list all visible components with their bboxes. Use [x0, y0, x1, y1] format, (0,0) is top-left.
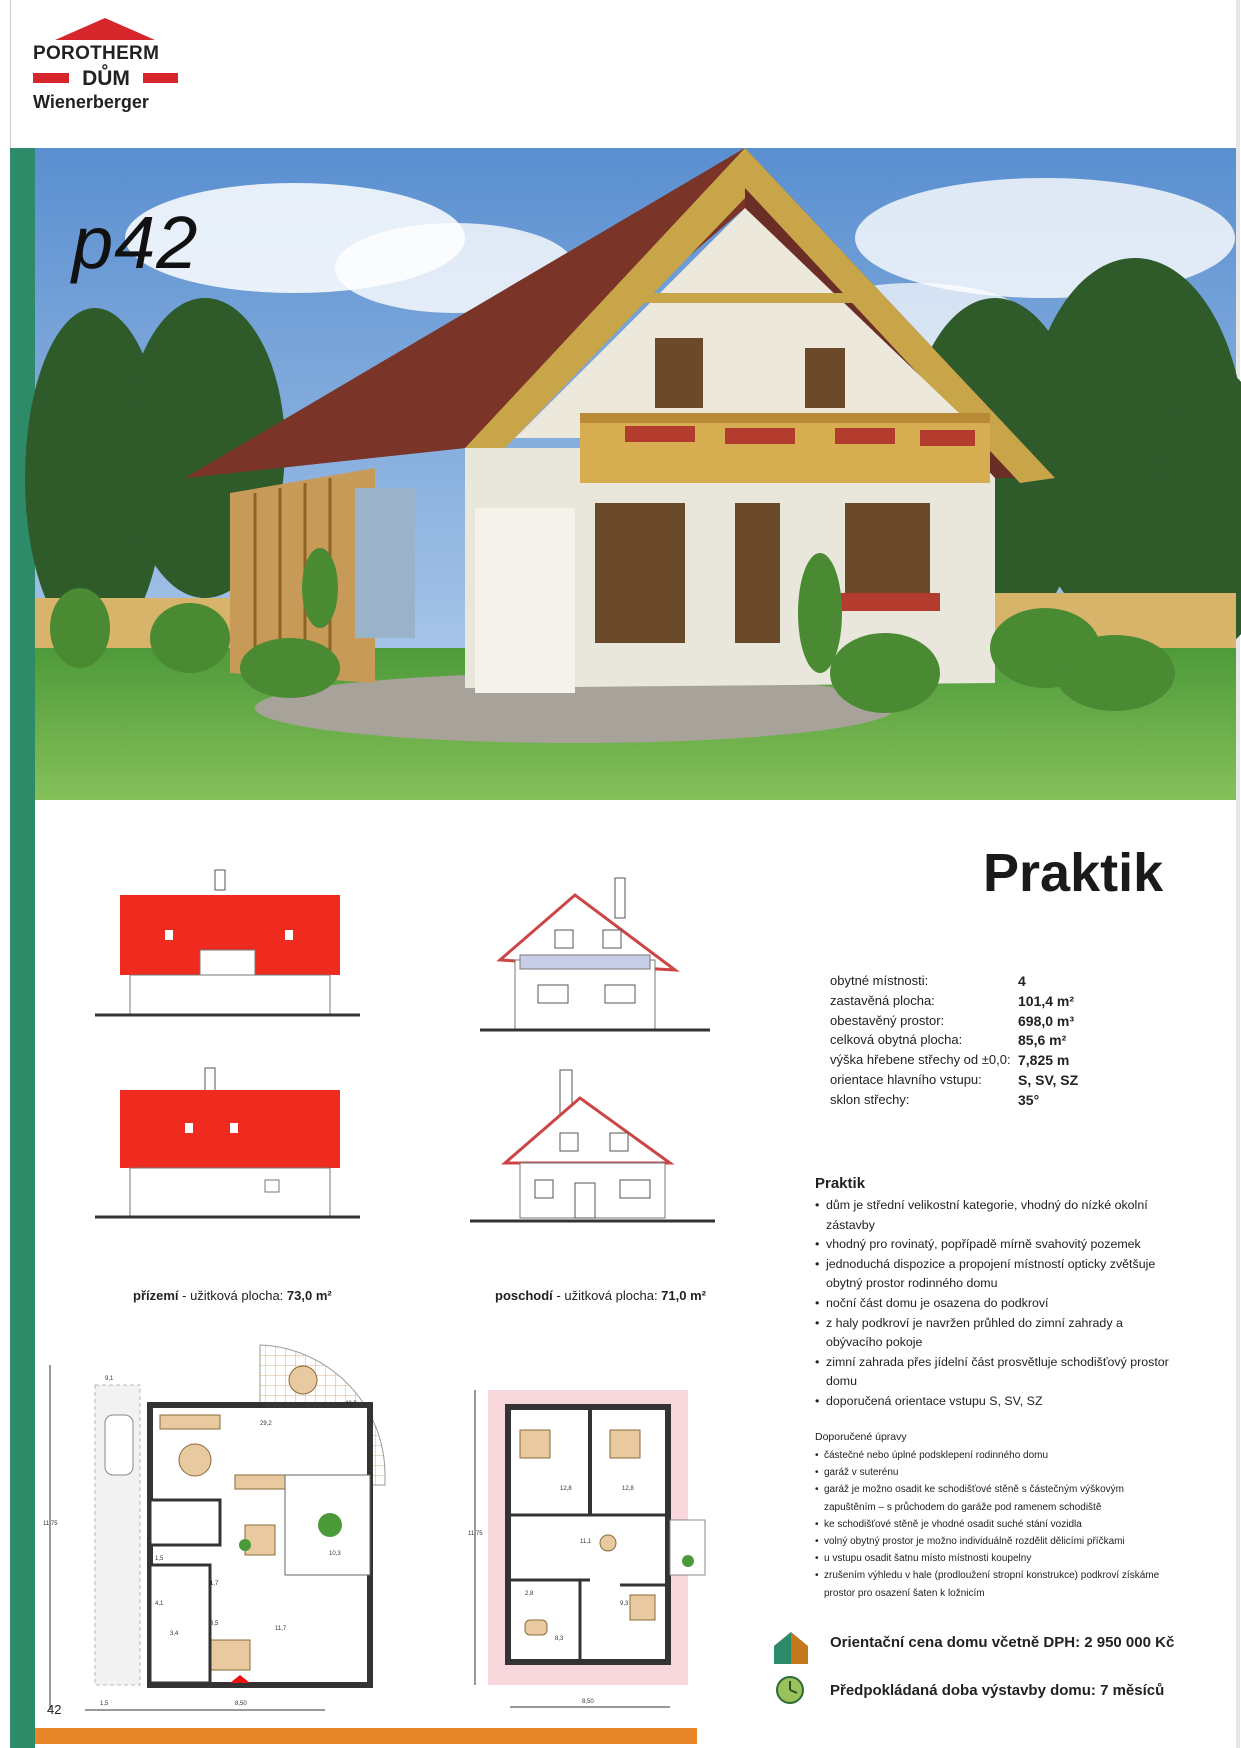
clock-icon — [775, 1675, 805, 1705]
spec-label: sklon střechy: — [830, 1091, 910, 1107]
house-rendering — [35, 148, 1236, 800]
house-name-heading: Praktik — [983, 843, 1164, 903]
logo-line-3: Wienerberger — [33, 92, 149, 112]
upper-room-label: 9,3 — [620, 1601, 629, 1607]
recommended-item: • ke schodišťové stěně je vhodné osadit suché stání vozidla — [815, 1516, 1170, 1533]
elevation-view-1 — [95, 870, 365, 1040]
house-price-icon — [772, 1630, 810, 1666]
logo-line-1: POROTHERM — [33, 43, 160, 64]
upper-dim: 11,75 — [468, 1531, 483, 1537]
upper-room-label: 12,8 — [560, 1486, 572, 1492]
upper-room-label: 8,3 — [555, 1636, 564, 1642]
duration-text: Předpokládaná doba výstavby domu: 7 měsíců — [830, 1682, 1165, 1699]
house-rendering-illustration — [35, 148, 1236, 800]
ground-room-label: 1,7 — [210, 1581, 219, 1587]
project-code: p42 — [72, 201, 199, 284]
recommended-title: Doporučené úpravy — [815, 1431, 907, 1443]
spec-label: obestavěný prostor: — [830, 1012, 945, 1028]
spec-label: zastavěná plocha: — [830, 992, 935, 1008]
upper-floor-area: 71,0 m² — [661, 1288, 706, 1303]
ground-floor-area: 73,0 m² — [286, 1288, 332, 1303]
page-number: 42 — [47, 1702, 62, 1717]
spec-label: celková obytná plocha: — [830, 1032, 963, 1048]
recommended-item: • částečné nebo úplné podsklepení rodinného domu — [815, 1447, 1170, 1464]
recommended-item: • garáž v suterénu — [815, 1464, 1170, 1481]
recommended-item: • u vstupu osadit šatnu místo místnosti koupelny — [815, 1550, 1170, 1567]
upper-room-label: 2,8 — [525, 1591, 534, 1597]
page-right-edge — [1236, 0, 1240, 1748]
upper-dim: 8,50 — [582, 1699, 594, 1705]
description-item: • noční část domu je osazena do podkroví — [815, 1294, 1175, 1314]
description-item: • dům je střední velikostní kategorie, vhodný do nízké okolní zástavby — [815, 1196, 1175, 1235]
upper-floor-plan — [470, 1385, 740, 1715]
description-list — [815, 1196, 1175, 1412]
ground-floor-plan — [45, 1325, 455, 1725]
logo-line-2-row — [33, 67, 178, 89]
ground-room-label: 11,7 — [275, 1626, 287, 1632]
logo-bar-left — [33, 73, 69, 83]
logo-line-2: DŮM — [82, 67, 130, 90]
logo-bar-right — [143, 73, 178, 83]
ground-floor-caption — [133, 1288, 332, 1303]
elevation-view-2 — [95, 1068, 365, 1233]
ground-room-label: 3,4 — [170, 1631, 179, 1637]
spec-value: 7,825 m — [1018, 1052, 1070, 1069]
description-item: • zimní zahrada přes jídelní část prosvětluje schodišťový prostor domu — [815, 1353, 1175, 1392]
logo-roof-icon — [55, 18, 155, 40]
ground-dim: 11,75 — [43, 1521, 58, 1527]
upper-floor-caption — [495, 1288, 706, 1303]
page-edge-line — [10, 0, 11, 148]
elevation-view-3 — [460, 870, 730, 1045]
spec-label: výška hřebene střechy od ±0,0: — [830, 1052, 1011, 1068]
ground-room-label: 1,5 — [155, 1556, 164, 1562]
upper-floor-label: - užitková plocha: — [552, 1288, 662, 1303]
upper-room-label: 12,8 — [622, 1486, 634, 1492]
ground-room-label: 40,0 — [345, 1401, 357, 1407]
ground-room-label: 3,5 — [210, 1621, 219, 1627]
recommended-item: • volný obytný prostor je možno individuálně rozdělit dělicími příčkami — [815, 1533, 1170, 1550]
description-item: • z haly podkroví je navržen průhled do zimní zahrady a obývacího pokoje — [815, 1314, 1175, 1353]
spec-value: 35° — [1018, 1091, 1040, 1108]
ground-dim: 9,1 — [105, 1376, 114, 1382]
spec-value: 85,6 m² — [1018, 1032, 1067, 1049]
description-item: • vhodný pro rovinatý, popřípadě mírně svahovitý pozemek — [815, 1235, 1175, 1255]
spec-label: orientace hlavního vstupu: — [830, 1071, 982, 1087]
bottom-accent-bar — [35, 1728, 697, 1744]
upper-floor-name: poschodí — [495, 1288, 553, 1303]
spec-label: obytné místnosti: — [830, 973, 929, 988]
ground-floor-name: přízemí — [133, 1288, 179, 1303]
description-title: Praktik — [815, 1175, 866, 1192]
recommended-item: • garáž je možno osadit ke schodišťové stěně s částečným výškovým zapuštěním – s průchodem do garáže pod ramenem schodiště — [815, 1481, 1170, 1515]
upper-room-label: 11,1 — [580, 1539, 592, 1545]
ground-room-label: 29,2 — [260, 1421, 272, 1427]
spec-value: 4 — [1018, 973, 1026, 989]
ground-room-label: 10,3 — [329, 1551, 341, 1557]
spec-value: S, SV, SZ — [1018, 1071, 1079, 1088]
price-text: Orientační cena domu včetně DPH: 2 950 000 Kč — [830, 1634, 1175, 1651]
left-accent-bar — [10, 148, 35, 1748]
ground-dim: 1,5 — [100, 1701, 109, 1707]
recommended-list — [815, 1447, 1170, 1602]
spec-value: 101,4 m² — [1018, 992, 1075, 1009]
ground-floor-label: - užitková plocha: — [178, 1288, 287, 1303]
description-item: • doporučená orientace vstupu S, SV, SZ — [815, 1392, 1175, 1412]
recommended-item: • zrušením výhledu v hale (prodloužení stropní konstrukce) podkroví získáme prostor pro osazení šaten k ložnicím — [815, 1567, 1170, 1601]
ground-room-label: 4,1 — [155, 1601, 164, 1607]
elevation-view-4 — [460, 1068, 730, 1238]
description-item: • jednoduchá dispozice a propojení místností opticky zvětšuje obytný prostor rodinného domu — [815, 1255, 1175, 1294]
spec-value: 698,0 m³ — [1018, 1012, 1075, 1029]
porotherm-logo — [33, 18, 178, 116]
ground-dim: 8,50 — [235, 1701, 247, 1707]
